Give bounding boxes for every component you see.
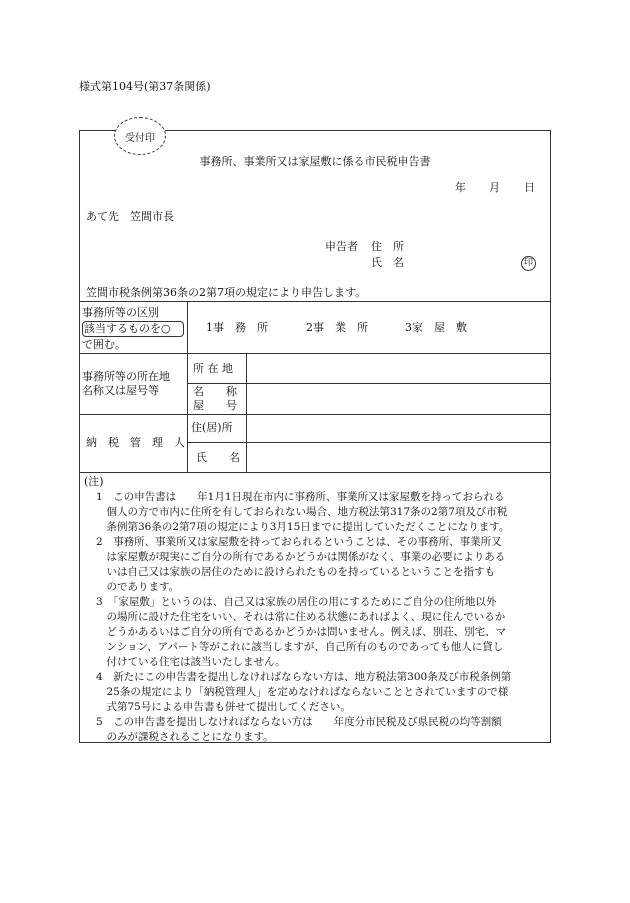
option-residence[interactable]: 3家 屋 敷 (405, 321, 467, 334)
box-right-border (550, 130, 551, 743)
tax-manager-label: 納 税 管 理 人 (86, 436, 185, 449)
location-label-line: 事務所等の所在地 (82, 370, 170, 383)
location-address-label: 所 在 地 (193, 362, 233, 375)
location-address-field[interactable] (247, 354, 550, 383)
note-line: 付けている住宅は該当いたしません。 (96, 656, 286, 668)
note-line: 条例第36条の2第7項の規定により3月15日までに提出していただくことになります。 (96, 521, 510, 533)
location-label-line: 名称又は屋号等 (82, 384, 159, 397)
declarant-address-label: 住 所 (371, 240, 404, 253)
note-line: 式第75号による申告書も併せて提出してください。 (96, 701, 351, 713)
declarant-label: 申告者 (325, 240, 358, 253)
option-office[interactable]: 1事 務 所 (206, 321, 268, 334)
form-number: 様式第104号(第37条関係) (79, 80, 211, 93)
row-divider (79, 472, 551, 473)
date-month[interactable]: 月 (489, 181, 500, 194)
location-name-label (193, 385, 237, 413)
seal-mark-icon: 印 (521, 256, 536, 271)
note-line: どうかあるいはご自分の所有であるかどうかは問いません。例えば、別荘、別宅、マ (96, 626, 507, 638)
option-business-site[interactable]: 2事 業 所 (306, 321, 368, 334)
note-line: 個人の方で市内に住所を有しておられない場合、地方税法第317条の2第7項及び市税 (96, 506, 508, 518)
form-title: 事務所、事業所又は家屋敷に係る市民税申告書 (199, 155, 431, 168)
date-year[interactable]: 年 (455, 181, 466, 194)
reception-stamp-area (114, 117, 166, 155)
category-label-line: で囲む。 (82, 338, 126, 351)
note-line: 4 新たにこの申告書を提出しなければならない方は、地方税法第300条及び市税条例第 (96, 671, 512, 683)
note-line: 3 「家屋敷」というのは、自己又は家族の居住の用にするためにご自分の住所地以外 (96, 596, 497, 608)
note-line: ンション、アパート等がこれに該当しますが、自己所有のものであっても他人に貸し (96, 641, 504, 653)
location-label (82, 370, 184, 398)
tax-manager-name-label: 氏 名 (196, 451, 240, 464)
declarant-name-label: 氏 名 (371, 256, 404, 269)
location-name-line: 名 称 (193, 385, 237, 398)
note-line: のみが課税されることになります。 (96, 731, 274, 743)
note-line: は家屋敷が現実にご自分の所有であるかどうかは関係がなく、事業の必要によりある (96, 551, 506, 563)
box-left-border (79, 130, 80, 743)
col-divider (187, 353, 188, 472)
notes-header: (注) (84, 475, 104, 488)
note-line: いは自己又は家族の居住のために設けられたものを持っているということを指すも (96, 566, 495, 578)
date-day[interactable]: 日 (524, 181, 535, 194)
tax-manager-name-field[interactable] (247, 443, 550, 472)
tax-manager-address-field[interactable] (247, 415, 550, 442)
category-label-line: 該当するものを○ (82, 321, 184, 337)
stamp-label: 受付印 (125, 133, 155, 144)
note-line: の場所に設けた住宅をいい、それは常に住める状態にあればよく、現に住んでいるか (96, 611, 506, 623)
note-line: のであります。 (96, 581, 180, 593)
addressee: あて先 笠間市長 (86, 210, 174, 223)
location-name-field[interactable] (247, 384, 550, 414)
location-name-line: 屋 号 (193, 399, 237, 412)
note-line: 2 事務所、事業所又は家屋敷を持っておられるということは、その事務所、事業所又 (96, 536, 502, 548)
note-line: 5 この申告書を提出しなければならない方は 年度分市民税及び県民税の均等割額 (96, 716, 502, 728)
note-line: 1 この申告書は 年1月1日現在市内に事務所、事業所又は家屋敷を持っておられる (96, 491, 505, 503)
note-line: 25条の規定により「納税管理人」を定めなければならないこととされていますので様 (96, 686, 509, 698)
statement: 笠間市税条例第36条の2第7項の規定により申告します。 (86, 286, 367, 299)
category-label (82, 306, 184, 352)
category-label-line: 事務所等の区別 (82, 306, 159, 319)
tax-manager-address-label: 住(居)所 (191, 421, 233, 434)
row-divider (79, 301, 551, 302)
col-divider (187, 301, 188, 353)
